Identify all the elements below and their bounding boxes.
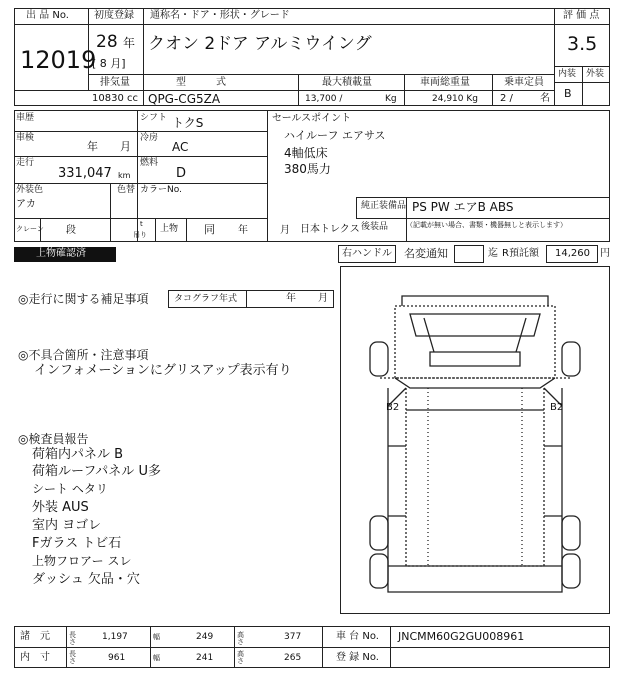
exterior-color-label: 外装色 (16, 185, 44, 195)
tachograph-label: タコグラフ年式 (174, 294, 238, 304)
equipment-value: PS PW エアB ABS (412, 200, 514, 214)
shift-label: シフト (140, 113, 168, 123)
mileage-unit: km (118, 171, 131, 180)
mileage-value: 331,047 (58, 166, 112, 181)
shift-value: トクS (172, 116, 204, 130)
exterior-color: アカ (16, 199, 36, 210)
crane-stage: 段 (66, 225, 76, 236)
capacity-unit: 名 (540, 93, 550, 104)
aftermarket-label: 後装品 (361, 222, 389, 232)
until-label: 迄 (488, 248, 498, 259)
aftermarket-note: （記載が無い場合、書類・機器無しと表示します） (406, 221, 567, 229)
chassis-number: JNCMM60G2GU008961 (398, 630, 525, 643)
exterior-label: 外装 (586, 69, 605, 79)
gross-weight-label: 車両総重量 (420, 77, 470, 88)
displacement-label: 排気量 (100, 77, 130, 88)
interior-grade: B (564, 87, 572, 100)
fuel-label: 燃料 (140, 158, 159, 168)
sales-line: ハイルーフ エアサス (284, 129, 386, 142)
outer-width-label: 幅 (153, 633, 160, 641)
car-name: クオン 2ドア アルミウイング (148, 34, 372, 54)
inner-length: 961 (108, 653, 126, 663)
capacity: 2 / (500, 93, 513, 104)
body-year: 年 (238, 225, 248, 236)
name-change-box (454, 245, 484, 263)
mileage-label: 走行 (16, 158, 35, 168)
tachograph-month: 月 (318, 293, 328, 304)
registration-label: 登 録 No. (336, 652, 379, 663)
outer-label: 諸 元 (20, 631, 50, 642)
sales-line: 4軸低床 (284, 146, 328, 160)
recycle-unit: 円 (600, 248, 610, 259)
inner-height: 265 (284, 653, 302, 663)
capacity-label: 乗車定員 (504, 77, 544, 88)
outer-width: 249 (196, 632, 214, 642)
ac-label: 冷房 (140, 133, 159, 143)
displacement: 10830 cc (92, 93, 138, 104)
model-label: 型 式 (176, 77, 226, 88)
defect-text: インフォメーションにグリスアップ表示有り (34, 363, 292, 378)
inspection-year: 年 (87, 140, 98, 153)
equipment-label: 純正装備品 (361, 201, 407, 211)
diagram-mark-left: B2 (386, 402, 400, 413)
color-code-label: カラーNo. (140, 185, 182, 195)
inspection-month: 月 (120, 140, 131, 153)
inspector-title: ◎検査員報告 (18, 432, 89, 446)
crane-ton: t (140, 220, 143, 228)
score-label: 評 価 点 (563, 10, 600, 21)
first-reg-year-unit: 年 (123, 36, 136, 50)
first-reg-year: 28 (96, 32, 118, 52)
grade-label: 通称名・ドア・形状・グレード (150, 10, 290, 21)
crane-label: クレーン (16, 225, 44, 233)
diagram-mark-right: B2 (550, 402, 564, 413)
inspector-line: 上物フロアー スレ (32, 554, 132, 568)
inner-width: 241 (196, 653, 214, 663)
body-month: 月 (280, 225, 290, 236)
sales-line: 380馬力 (284, 162, 331, 176)
ac-value: AC (172, 140, 189, 154)
defect-title: ◎不具合箇所・注意事項 (18, 348, 149, 362)
driving-notes-title: ◎走行に関する補足事項 (18, 292, 149, 306)
inner-length-label: 長さ (69, 650, 76, 665)
max-load-unit: Kg (385, 94, 397, 104)
outer-length: 1,197 (102, 632, 128, 642)
sales-point-label: セールスポイント (272, 113, 352, 124)
steering: 右ハンドル (342, 248, 392, 259)
inspector-line: 外装 AUS (32, 500, 89, 515)
recycle-value: 14,260 (555, 248, 590, 259)
confirmed-title: 上物確認済 (36, 248, 86, 259)
lot-label: 出 品 No. (26, 10, 69, 21)
color-change-label: 色替 (117, 185, 136, 195)
lot-number: 12019 (20, 46, 97, 74)
body-same: 同 (204, 223, 215, 236)
truck-diagram (340, 266, 610, 614)
score-value: 3.5 (567, 33, 598, 55)
body-label: 上物 (160, 224, 179, 234)
chassis-label: 車 台 No. (336, 631, 379, 642)
crane-hook: 吊り (133, 231, 147, 239)
interior-label: 内装 (558, 69, 577, 79)
name-change-label: 名変通知 (404, 247, 448, 260)
inspector-line: 荷箱内パネル B (32, 447, 124, 462)
model: QPG-CG5ZA (148, 92, 221, 106)
body-maker: 日本トレクス (300, 224, 360, 235)
inner-height-label: 高さ (237, 650, 244, 665)
inner-width-label: 幅 (153, 654, 160, 662)
fuel-value: D (176, 166, 187, 181)
recycle-label: R預託額 (502, 248, 539, 259)
gross-weight: 24,910 Kg (432, 94, 478, 104)
first-reg-month: [ 8 月] (92, 57, 126, 70)
outer-length-label: 長さ (69, 631, 76, 646)
history-label: 車歴 (16, 113, 35, 123)
inspector-line: 室内 ヨゴレ (32, 518, 102, 533)
tachograph-year: 年 (286, 293, 296, 304)
max-load-label: 最大積載量 (322, 77, 372, 88)
outer-height: 377 (284, 632, 302, 642)
max-load: 13,700 / (305, 94, 343, 104)
inspector-line: シート ヘタリ (32, 482, 108, 496)
inspector-line: Fガラス トビ石 (32, 536, 122, 551)
inspection-label: 車検 (16, 133, 35, 143)
inner-label: 内 寸 (20, 652, 50, 663)
inspector-line: ダッシュ 欠品・穴 (32, 572, 140, 587)
inspector-line: 荷箱ルーフパネル U多 (32, 464, 161, 479)
outer-height-label: 高さ (237, 631, 244, 646)
first-reg-label: 初度登録 (94, 10, 134, 21)
